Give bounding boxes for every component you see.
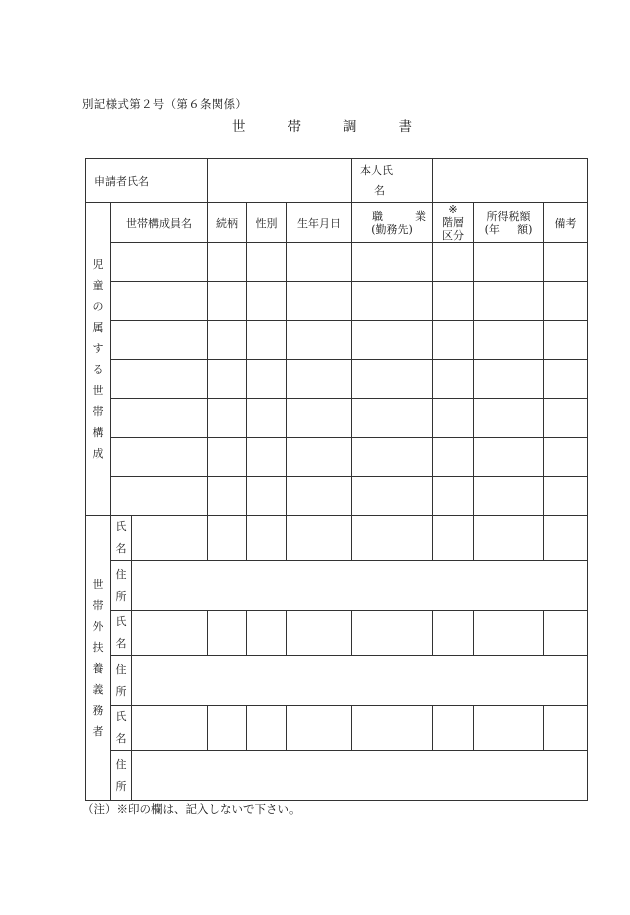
occupation-cell[interactable] [352,321,433,360]
supporter-name-label: 氏 名 [111,706,132,751]
supporter-name-cell[interactable] [132,706,208,751]
supporter-name-cell[interactable] [132,611,208,656]
supporter-address-row [86,561,588,611]
self-name-field[interactable] [433,159,588,203]
class-cell [433,438,474,477]
class-cell [433,321,474,360]
income-tax-cell[interactable] [474,243,544,282]
title-char: 調 [343,119,357,135]
supporter-address-label: 住 所 [111,656,132,706]
income-tax-cell[interactable] [474,282,544,321]
member-name-cell[interactable] [111,477,208,516]
occupation-cell[interactable] [352,438,433,477]
occupation-cell[interactable] [352,516,433,561]
member-name-cell[interactable] [111,399,208,438]
relation-cell[interactable] [208,516,247,561]
header-remarks: 備考 [544,203,588,243]
document-title [232,115,412,135]
income-tax-cell[interactable] [474,360,544,399]
remarks-cell[interactable] [544,438,588,477]
supporter-address-label: 住 所 [111,751,132,801]
household-section-label: 児 童 の 属 す る 世 帯 構 成 [86,203,111,516]
sex-cell[interactable] [247,282,287,321]
income-tax-cell[interactable] [474,516,544,561]
sex-cell[interactable] [247,516,287,561]
class-cell [433,243,474,282]
supporter-address-cell[interactable] [132,751,588,801]
household-member-row [86,399,588,438]
remarks-cell[interactable] [544,477,588,516]
remarks-cell[interactable] [544,516,588,561]
sex-cell[interactable] [247,706,287,751]
title-char: 書 [398,119,412,135]
relation-cell[interactable] [208,438,247,477]
birthdate-cell[interactable] [287,516,352,561]
occupation-cell[interactable] [352,399,433,438]
birthdate-cell[interactable] [287,706,352,751]
relation-cell[interactable] [208,321,247,360]
remarks-cell[interactable] [544,706,588,751]
income-tax-cell[interactable] [474,477,544,516]
supporter-address-row [86,656,588,706]
title-char: 帯 [287,119,301,135]
header-member-name: 世帯構成員名 [111,203,208,243]
occupation-cell[interactable] [352,611,433,656]
occupation-cell[interactable] [352,360,433,399]
income-tax-cell[interactable] [474,399,544,438]
household-member-row [86,360,588,399]
occupation-cell[interactable] [352,282,433,321]
birthdate-cell[interactable] [287,360,352,399]
header-relation: 続柄 [208,203,247,243]
supporter-name-row [86,611,588,656]
birthdate-cell[interactable] [287,243,352,282]
class-cell [433,399,474,438]
occupation-cell[interactable] [352,477,433,516]
relation-cell[interactable] [208,399,247,438]
member-name-cell[interactable] [111,321,208,360]
class-cell [433,477,474,516]
applicant-name-label: 申請者氏名 [86,159,208,203]
supporter-name-label: 氏 名 [111,516,132,561]
self-name-label [352,159,433,203]
supporter-name-cell[interactable] [132,516,208,561]
income-tax-cell[interactable] [474,438,544,477]
relation-cell[interactable] [208,611,247,656]
class-cell [433,516,474,561]
class-cell [433,611,474,656]
remarks-cell[interactable] [544,321,588,360]
household-member-row [86,243,588,282]
class-cell [433,706,474,751]
birthdate-cell[interactable] [287,321,352,360]
supporter-address-cell[interactable] [132,561,588,611]
title-char: 世 [232,119,246,135]
household-member-row [86,282,588,321]
member-name-cell[interactable] [111,243,208,282]
household-member-row [86,477,588,516]
sex-cell[interactable] [247,438,287,477]
class-cell [433,360,474,399]
birthdate-cell[interactable] [287,399,352,438]
supporter-name-row [86,516,588,561]
birthdate-cell[interactable] [287,282,352,321]
occupation-cell[interactable] [352,243,433,282]
header-birthdate: 生年月日 [287,203,352,243]
sex-cell[interactable] [247,611,287,656]
self-name-label-line1: 本人氏 [360,163,394,177]
footnote: （注）※印の欄は、記入しないで下さい。 [82,802,301,816]
supporter-section-label: 世 帯 外 扶 養 義 務 者 [86,516,111,801]
member-name-cell[interactable] [111,360,208,399]
remarks-cell[interactable] [544,399,588,438]
form-code: 別記様式第２号（第６条関係） [82,97,248,111]
class-cell [433,282,474,321]
remarks-cell[interactable] [544,243,588,282]
relation-cell[interactable] [208,282,247,321]
header-occupation: 職 業 (勤務先) [352,203,433,243]
relation-cell[interactable] [208,477,247,516]
sex-cell[interactable] [247,243,287,282]
remarks-cell[interactable] [544,282,588,321]
header-income-tax: 所得税額 (年 額) [474,203,544,243]
sex-cell[interactable] [247,321,287,360]
household-survey-table [85,158,588,801]
supporter-name-label: 氏 名 [111,611,132,656]
birthdate-cell[interactable] [287,477,352,516]
relation-cell[interactable] [208,706,247,751]
household-member-row [86,438,588,477]
header-class: ※ 階層 区分 [433,203,474,243]
occupation-cell[interactable] [352,706,433,751]
self-name-label-line2: 名 [374,183,386,197]
sex-cell[interactable] [247,477,287,516]
relation-cell[interactable] [208,243,247,282]
birthdate-cell[interactable] [287,611,352,656]
income-tax-cell[interactable] [474,321,544,360]
relation-cell[interactable] [208,360,247,399]
income-tax-cell[interactable] [474,611,544,656]
applicant-name-field[interactable] [208,159,352,203]
supporter-address-label: 住 所 [111,561,132,611]
sex-cell[interactable] [247,360,287,399]
remarks-cell[interactable] [544,611,588,656]
member-name-cell[interactable] [111,282,208,321]
birthdate-cell[interactable] [287,438,352,477]
header-sex: 性別 [247,203,287,243]
supporter-address-row [86,751,588,801]
income-tax-cell[interactable] [474,706,544,751]
household-member-row [86,321,588,360]
supporter-name-row [86,706,588,751]
sex-cell[interactable] [247,399,287,438]
remarks-cell[interactable] [544,360,588,399]
supporter-address-cell[interactable] [132,656,588,706]
member-name-cell[interactable] [111,438,208,477]
